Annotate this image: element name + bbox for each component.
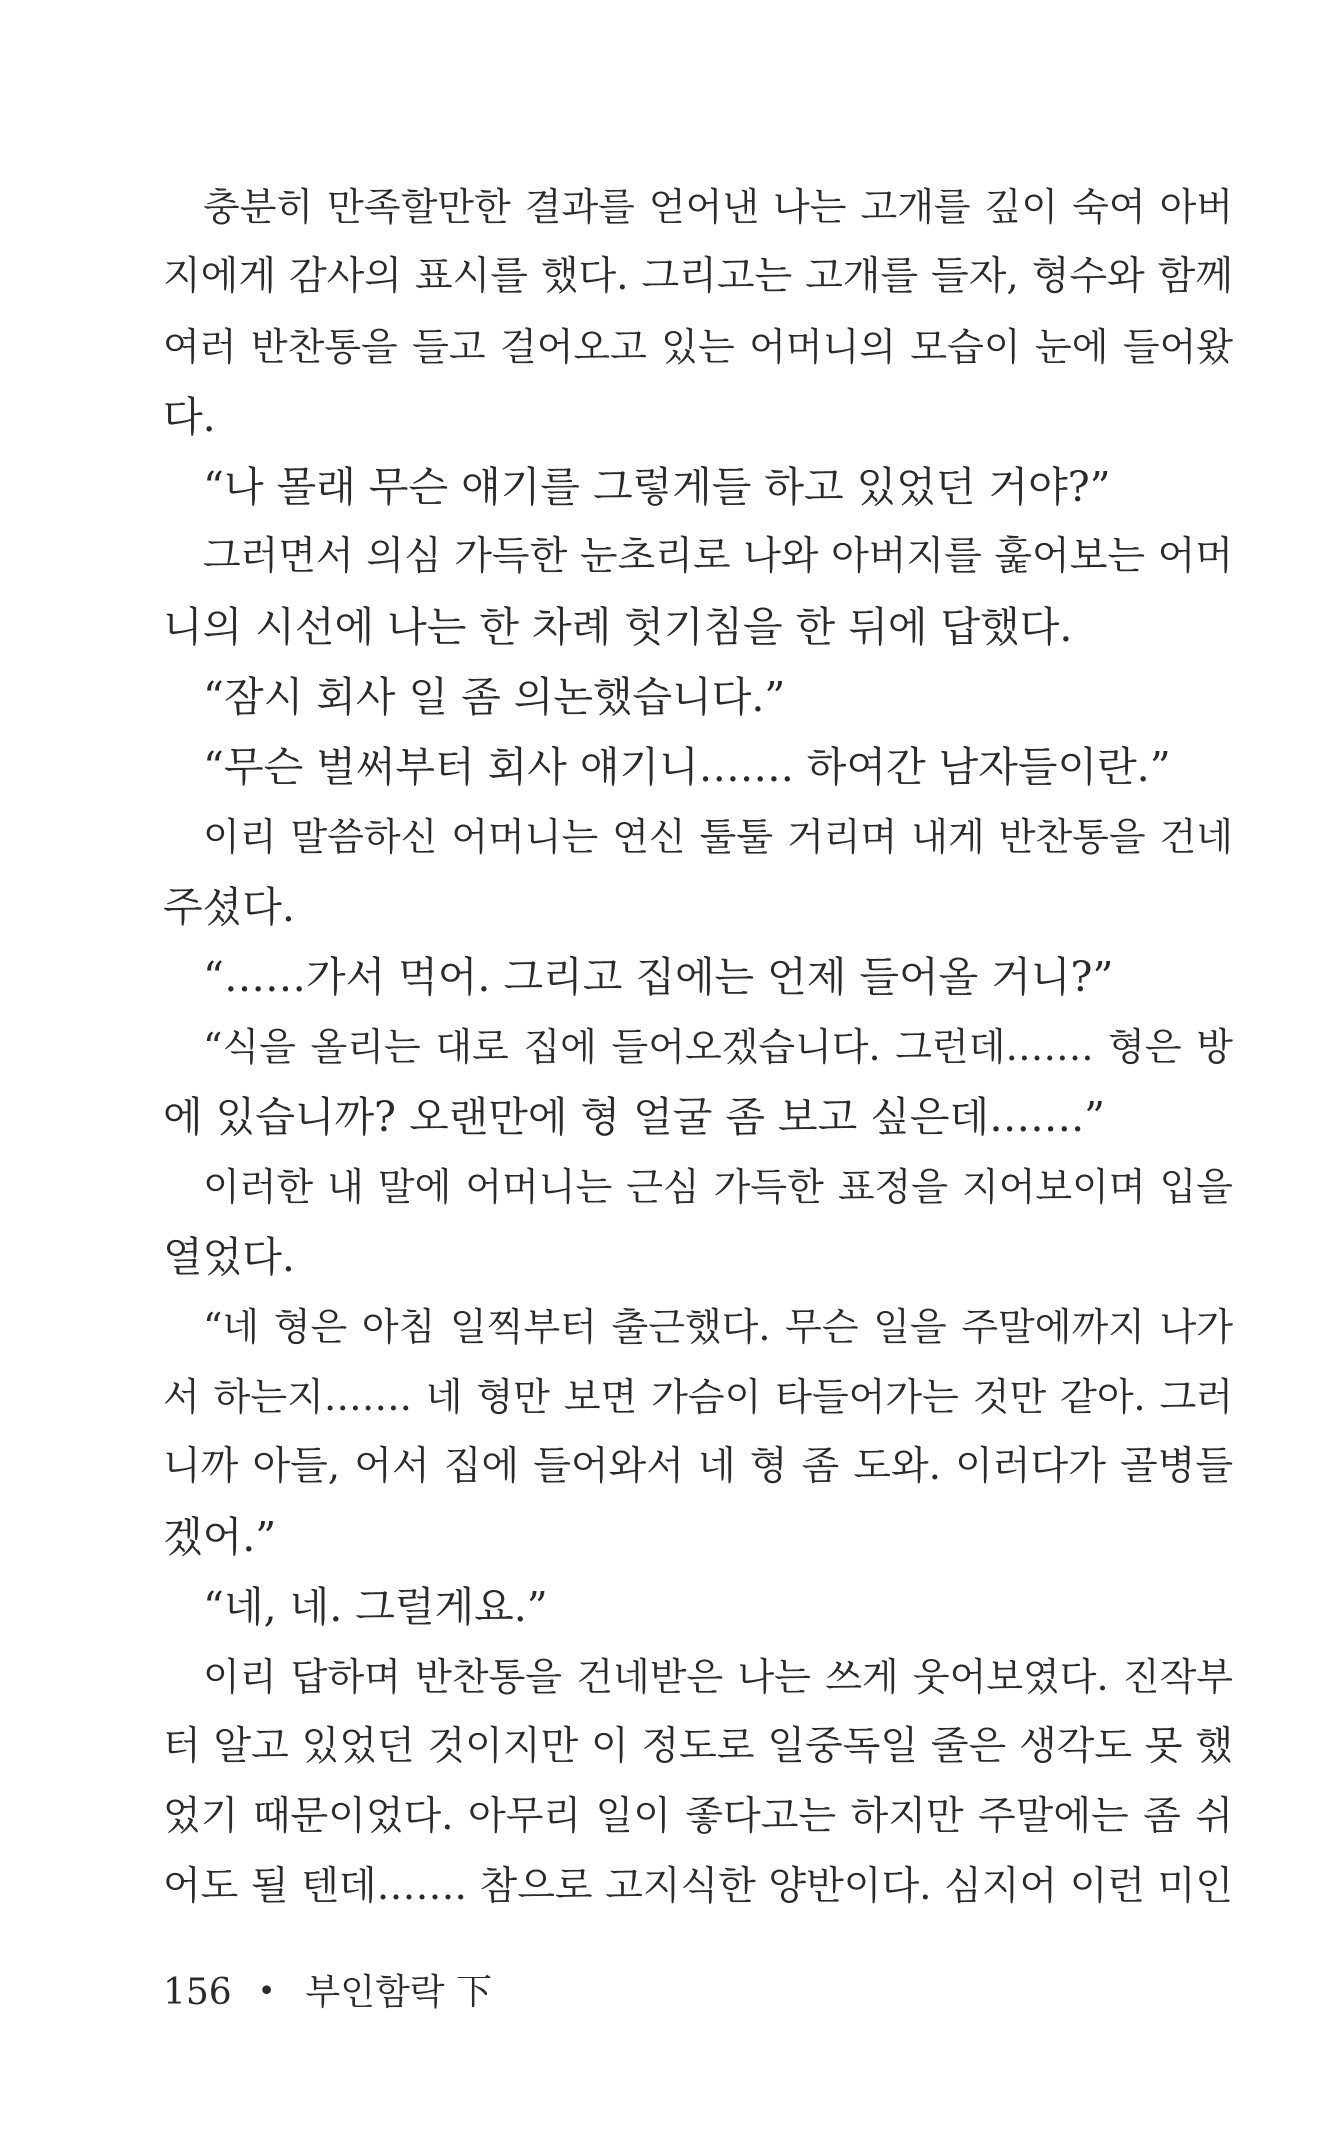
text-line: 충분히 만족할만한 결과를 얻어낸 나는 고개를 깊이 숙여 아버	[203, 185, 1233, 229]
text-line: 그러면서 의심 가득한 눈초리로 나와 아버지를 훑어보는 어머	[203, 534, 1233, 579]
text-line: 여러 반찬통을 들고 걸어오고 있는 어머니의 모습이 눈에 들어왔	[163, 325, 1233, 369]
text-line: 이리 답하며 반찬통을 건네받은 나는 쓰게 웃어보였다. 진작부	[203, 1655, 1233, 1699]
text-line: “네, 네. 그럴게요.”	[203, 1583, 548, 1631]
text-line: “무슨 벌써부터 회사 얘기니……. 하여간 남자들이란.”	[203, 743, 1171, 791]
text-line: 이리 말씀하신 어머니는 연신 툴툴 거리며 내게 반찬통을 건네	[203, 815, 1233, 859]
text-line: 겠어.”	[163, 1513, 277, 1561]
text-line: “식을 올리는 대로 집에 들어오겠습니다. 그런데……. 형은 방	[203, 1025, 1233, 1069]
text-line: 이러한 내 말에 어머니는 근심 가득한 표정을 지어보이며 입을	[203, 1165, 1233, 1209]
text-line: “네 형은 아침 일찍부터 출근했다. 무슨 일을 주말에까지 나가	[203, 1305, 1233, 1349]
text-line: 터 알고 있었던 것이지만 이 정도로 일중독일 줄은 생각도 못 했	[163, 1724, 1233, 1769]
text-line: 어도 될 텐데……. 참으로 고지식한 양반이다. 심지어 이런 미인	[163, 1864, 1233, 1909]
text-line: 지에게 감사의 표시를 했다. 그리고는 고개를 들자, 형수와 함께	[163, 254, 1233, 299]
text-line: “잠시 회사 일 좀 의논했습니다.”	[203, 673, 786, 721]
text-line: 었기 때문이었다. 아무리 일이 좋다고는 하지만 주말에는 좀 쉬	[163, 1794, 1233, 1839]
body-text	[163, 172, 1233, 1922]
text-line: “……가서 먹어. 그리고 집에는 언제 들어올 거니?”	[203, 953, 1114, 1001]
book-title: 부인함락 下	[305, 1972, 492, 2013]
text-line: 열었다.	[163, 1233, 295, 1281]
text-line: 주셨다.	[163, 883, 295, 931]
footer-separator: •	[257, 1974, 276, 2009]
text-line: 니까 아들, 어서 집에 들어와서 네 형 좀 도와. 이러다가 골병들	[163, 1444, 1233, 1489]
text-line: 니의 시선에 나는 한 차례 헛기침을 한 뒤에 답했다.	[163, 603, 1073, 651]
text-line: 다.	[163, 393, 216, 441]
text-line: 서 하는지……. 네 형만 보면 가슴이 타들어가는 것만 같아. 그러	[163, 1375, 1233, 1419]
text-line: 에 있습니까? 오랜만에 형 얼굴 좀 보고 싶은데…….”	[163, 1093, 1106, 1141]
text-line: “나 몰래 무슨 얘기를 그렇게들 하고 있었던 거야?”	[203, 463, 1111, 511]
page-number: 156	[163, 1972, 232, 2013]
page-footer	[163, 1968, 492, 2018]
